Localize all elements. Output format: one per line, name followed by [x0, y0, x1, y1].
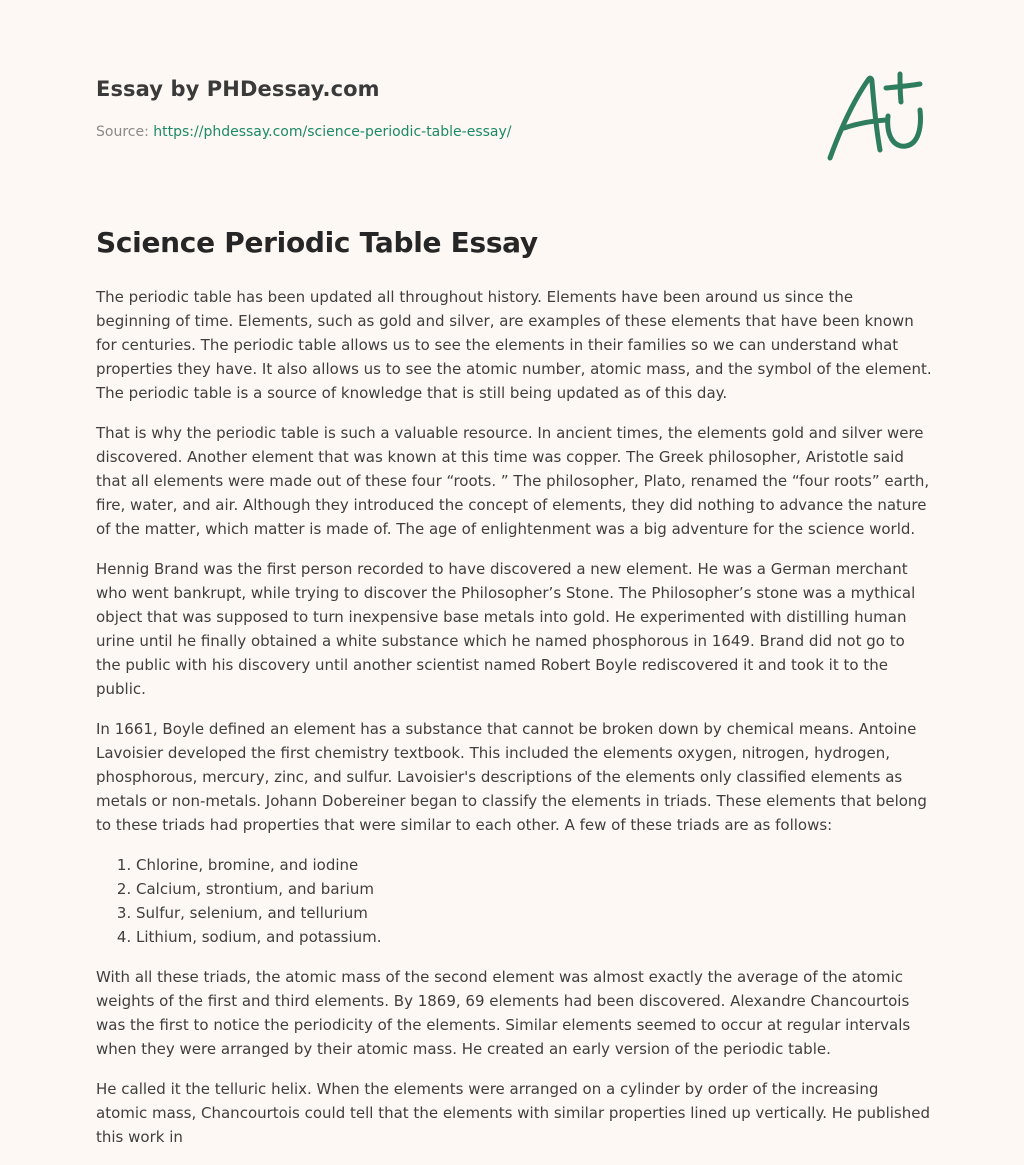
list-item: 2. Calcium, strontium, and barium [136, 877, 932, 901]
page-header [96, 0, 932, 200]
paragraph: That is why the periodic table is such a valuable resource. In ancient times, the elements gold and silver were discovered. Another element that was known at this time was copper. The Greek philosopher, Aristotle said that all elements were made out of these four “roots. ” The philosopher, Plato, renamed the “four roots” earth, fire, water, and air. Although they introduced the concept of elements, they did nothing to advance the nature of the matter, which matter is made of. The age of enlightenment was a big adventure for the science world. [96, 424, 930, 538]
source-line [96, 124, 512, 140]
site-title: Essay by PHDessay.com [96, 77, 380, 101]
list-item: 3. Sulfur, selenium, and tellurium [136, 901, 932, 925]
paragraph: He called it the telluric helix. When the elements were arranged on a cylinder by order of the increasing atomic mass, Chancourtois could tell that the elements with similar properties lined up vertically. He published this work in [96, 1080, 930, 1146]
essay-body [96, 285, 932, 1165]
paragraph: In 1661, Boyle defined an element has a substance that cannot be broken down by chemical means. Antoine Lavoisier developed the first chemistry textbook. This included the elements oxygen, nitrogen, hydrogen, phosphorous, mercury, zinc, and sulfur. Lavoisier's descriptions of the elements only classified elements as metals or non-metals. Johann Dobereiner began to classify the elements in triads. These elements that belong to these triads had properties that were similar to each other. A few of these triads are as follows: [96, 720, 927, 834]
list-item: 1. Chlorine, bromine, and iodine [136, 853, 932, 877]
essay-title: Science Periodic Table Essay [96, 226, 538, 259]
paragraph: With all these triads, the atomic mass of the second element was almost exactly the average of the atomic weights of the first and third elements. By 1869, 69 elements had been discovered. Alexandre Chancourtois was the first to notice the periodicity of the elements. Similar elements seemed to occur at regular intervals when they were arranged by their atomic mass. He created an early version of the periodic table. [96, 968, 911, 1058]
essay-page [96, 0, 932, 1146]
paragraph: The periodic table has been updated all throughout history. Elements have been around us since the beginning of time. Elements, such as gold and silver, are examples of these elements that have been known for centuries. The periodic table allows us to see the elements in their families so we can understand what properties they have. It also allows us to see the atomic number, atomic mass, and the symbol of the element. The periodic table is a source of knowledge that is still being updated as of this day. [96, 288, 932, 402]
list-item: 4. Lithium, sodium, and potassium. [136, 925, 932, 949]
a-plus-logo-icon [824, 66, 928, 166]
paragraph: Hennig Brand was the first person recorded to have discovered a new element. He was a German merchant who went bankrupt, while trying to discover the Philosopher’s Stone. The Philosopher’s stone was a mythical object that was supposed to turn inexpensive base metals into gold. He experimented with distilling human urine until he finally obtained a white substance which he named phosphorous in 1649. Brand did not go to the public with his discovery until another scientist named Robert Boyle rediscovered it and took it to the public. [96, 560, 916, 698]
triads-list [96, 853, 932, 949]
source-label: Source: [96, 124, 154, 140]
source-link[interactable]: https://phdessay.com/science-periodic-table-essay/ [153, 124, 512, 140]
